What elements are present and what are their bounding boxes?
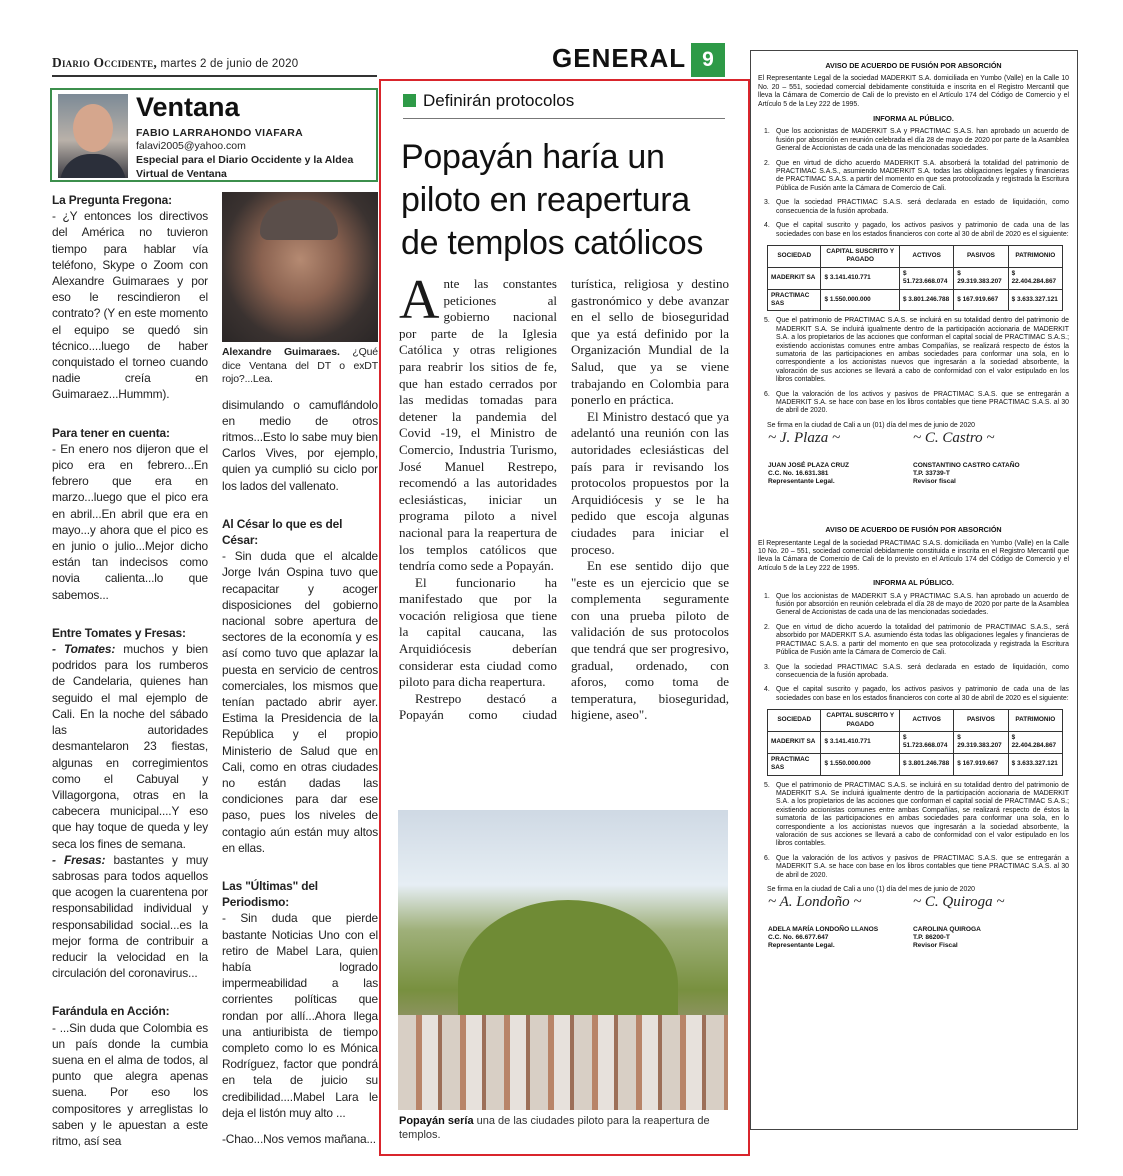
notice-signing: Se firma en la ciudad de Cali a un (01) día del mes de junio de 2020: [767, 421, 975, 429]
table-row: MADERKIT SA $ 3.141.410.771 $ 51.723.668.074 $ 29.319.383.207 $ 22.404.284.867: [768, 267, 1063, 289]
signatures: [758, 894, 1069, 958]
notice-item: 3. Que la sociedad PRACTIMAC S.A.S. será declarada en estado de liquidación, como consecuencia de la fusión aprobada.: [764, 663, 1069, 679]
subhead-ultimas: Las "Últimas" del Periodismo:: [222, 878, 318, 910]
section-title: GENERAL: [552, 43, 687, 73]
table-row: PRACTIMAC SAS $ 1.550.000.000 $ 3.801.246.788 $ 167.919.667 $ 3.633.327.121: [768, 289, 1063, 311]
table-row: PRACTIMAC SAS $ 1.550.000.000 $ 3.801.246.788 $ 167.919.667 $ 3.633.327.121: [768, 753, 1063, 775]
article-photo-caption: Popayán sería una de las ciudades piloto para la reapertura de templos.: [399, 1115, 710, 1141]
handwritten-signature: ~ A. Londoño ~: [768, 894, 862, 911]
legal-notices: [750, 50, 1078, 1130]
notice-informa: INFORMA AL PÚBLICO.: [873, 578, 954, 588]
featured-article: [379, 79, 750, 1156]
notice-item: 6. Que la valoración de los activos y pasivos de PRACTIMAC S.A.S. que se entregarán a MADERKIT S.A. se hace con base en los libros contables que tiene PRACTIMAC S.A.S. al 30 de abril de 2020.: [764, 854, 1069, 879]
notice-item: 2. Que en virtud de dicho acuerdo MADERKIT S.A. absorberá la totalidad del patrimonio de PRACTIMAC S.A.S., asumiendo MADERKIT S.A. todas las obligaciones legales y financieras de PRACTIMAC S.A.S. a partir del momento en que sea protocolizada y registrada la Escritura Pública de Fusión ante la Cámara de Comercio de Cali.: [764, 159, 1069, 192]
subhead-tomates-fresas: Entre Tomates y Fresas:: [52, 625, 186, 640]
column-credit: Especial para el Diario Occidente y la Aldea Virtual de Ventana: [136, 154, 354, 180]
paragraph: - ...Sin duda que Colombia es un país donde la cumbia suena en el alma de todos, al punto que alegra apenas suena. Por eso los compositores y arreglistas lo saben y le apuestan a este ritmo, así sea: [52, 1020, 208, 1148]
subhead-pregunta: La Pregunta Fregona:: [52, 193, 172, 207]
paragraph: - ¿Y entonces los directivos del América no tuvieron tiempo para hablar vía teléfono, Skype o Zoom con Alexandre Guimaraes y por eso le rescindieron el contrato? (Y en este momento el equipo se quedó sin técnico....luego de haber conquistado el torneo cuando nadie creía en Guimaraez...Hummm).: [52, 209, 208, 402]
notice-item: 6. Que la valoración de los activos y pasivos de PRACTIMAC S.A.S. que se entregarán a MADERKIT S.A. se hace con base en los libros contables que tiene PRACTIMAC S.A.S. al 30 de abril de 2020.: [764, 390, 1069, 415]
financial-table: SOCIEDAD CAPITAL SUSCRITO Y PAGADO ACTIVOS PASIVOS PATRIMONIO MADERKIT SA $ 3.141.410.771 $ 51.723.668.074 $ 29.319.383.207 $ 22.404.284.867 PRACTIMAC SAS $ 1.550.000.000 $ 3.801.246.788 $ 167.919.667 $ 3.633.327.121: [767, 245, 1063, 311]
paragraph: disimulando o camuflándolo en medio de otros ritmos...Esto lo sabe muy bien Carlos Vives, por ejemplo, quien ya cumplió su ciclo por los lados del vallenato.: [222, 397, 378, 493]
paragraph: Ante las constantes peticiones al gobierno nacional por parte de la Iglesia Católica y otras religiones para reabrir los sitios de fe, que han estado cerrados por las medidas tomadas para detener la pandemia del Covid -19, el Ministro de Comercio, Industria Turismo, José Manuel Restrepo, recomendó a las autoridades eclesiásticas, iniciar un programa piloto a nivel nacional para la reapertura de los templos católicos que tendría como sede a Popayán.: [399, 269, 557, 574]
notice-item: 5. Que el patrimonio de PRACTIMAC S.A.S. se incluirá en su totalidad dentro del patrimonio de MADERKIT S.A. Se incluirá igualmente dentro de la participación accionaria de MADERKIT S.A. a los propietarios de las acciones que conforman el capital social de PRACTIMAC S.A.S.; existiendo accionistas comunes entre ambas Compañías, se realizará respecto de éstos la sumatoria de las participaciones en ambas sociedades para conformar una sola, en lo correspondiente a los accionistas nuevos que ingresarán a la sociedad absorbente, la valoración de sus acciones se llevará a cabo de conformidad con el valor estipulado en los libros contables.: [764, 317, 1069, 384]
column-text-left: [52, 192, 208, 1149]
drop-cap: A: [399, 269, 440, 331]
signatures: [758, 430, 1069, 494]
notice-signing: Se firma en la ciudad de Cali a uno (1) día del mes de junio de 2020: [767, 886, 975, 894]
notice-title: AVISO DE ACUERDO DE FUSIÓN POR ABSORCIÓN: [825, 525, 1002, 535]
paragraph: - Sin duda que el alcalde Jorge Iván Ospina tuvo que recapacitar y acoger disposiciones del gobierno nacional sobre apertura de sectores de la economía y es así como tuvo que aplazar la puesta en servicio de centros comerciales, los mismos que tenían pactado abrir ayer. Estima la Presidencia de la República y el propio Ministerio de Salud que en Cali, como en otras ciudades no están dadas las condiciones para dar ese paso, pues los niveles de contagio aún están muy altos en ellas.: [222, 549, 378, 855]
newspaper-name: Diario Occidente, martes 2 de junio de 2020: [52, 55, 299, 70]
article-headline: Popayán haría un piloto en reapertura de templos católicos: [401, 138, 704, 262]
signature-legal-rep: ~ J. Plaza ~ JUAN JOSÉ PLAZA CRUZ C.C. No. 16.631.381 Representante Legal.: [768, 430, 850, 486]
kicker-rule: [403, 118, 725, 119]
kicker-square-icon: [403, 94, 416, 107]
paragraph: - Sin duda que pierde bastante Noticias Uno con el retiro de Mabel Lara, quien había logrado impermeabilidad a las corrientes políticas que rondan por allí...Ahora llega una antiuribista de tiempo completo como lo es Mónica Rodríguez, factor que pondrá en tela de juicio su credibilidad....Mabel Lara le deja el listón muy alto ...: [222, 911, 378, 1120]
paragraph: El Ministro destacó que ya adelantó una reunión con las autoridades eclesiásticas del país para ir revisando los protocolos propuestos por la Arquidiócesis y se le ha pedido que escoja algunas ciudades para iniciar el proceso.: [571, 408, 729, 557]
signature-fiscal: ~ C. Castro ~ CONSTANTINO CASTRO CATAÑO T.P. 33739-T Revisor fiscal: [913, 430, 1020, 486]
author-email: falavi2005@yahoo.com: [136, 140, 246, 152]
subhead-farandula: Farándula en Acción:: [52, 1004, 170, 1019]
notice-item: 4. Que el capital suscrito y pagado, los activos pasivos y patrimonio de cada una de las sociedades con base en los estados financieros con corte al 30 de abril de 2020 es el siguiente:: [764, 686, 1069, 702]
guimaraes-photo: [222, 192, 378, 342]
notice-title: AVISO DE ACUERDO DE FUSIÓN POR ABSORCIÓN: [825, 61, 1002, 70]
table-row: MADERKIT SA $ 3.141.410.771 $ 51.723.668.074 $ 29.319.383.207 $ 22.404.284.867: [768, 731, 1063, 753]
notice-item: 3. Que la sociedad PRACTIMAC S.A.S. será declarada en estado de liquidación, como consecuencia de la fusión aprobada.: [764, 199, 1069, 215]
notice-item: 5. Que el patrimonio de PRACTIMAC S.A.S. se incluirá en su totalidad dentro del patrimonio de MADERKIT S.A. Se incluirá igualmente dentro de la participación accionaria de MADERKIT S.A. a los propietarios de las acciones que conforman el capital social de PRACTIMAC S.A.S.; existiendo accionistas comunes entre ambas Compañías, se realizará respecto de éstos la sumatoria de las participaciones en ambas sociedades para conformar una sola, en lo correspondiente a los accionistas nuevos que ingresarán a la sociedad absorbente, la valoración de sus acciones se llevará a cabo de conformidad con el valor estipulado en los libros contables.: [764, 781, 1069, 848]
column-text-right: [222, 192, 378, 1147]
column-header: [50, 88, 378, 182]
financial-table: SOCIEDAD CAPITAL SUSCRITO Y PAGADO ACTIVOS PASIVOS PATRIMONIO MADERKIT SA $ 3.141.410.771 $ 51.723.668.074 $ 29.319.383.207 $ 22.404.284.867 PRACTIMAC SAS $ 1.550.000.000 $ 3.801.246.788 $ 167.919.667 $ 3.633.327.121: [767, 709, 1063, 775]
page-number: 9: [691, 43, 725, 77]
notice-informa: INFORMA AL PÚBLICO.: [873, 114, 954, 124]
paragraph: El funcionario ha manifestado que por la vocación religiosa que tiene la capital caucana, las Arquidiócesis deberían considerar esta ciudad como piloto para dicha reapertura.: [399, 574, 557, 690]
tomates-label: - Tomates:: [52, 642, 116, 657]
column-title: Ventana: [136, 92, 240, 122]
notice-item: 1. Que los accionistas de MADERKIT S.A y PRACTIMAC S.A.S. han aprobado un acuerdo de fusión por absorción en reunión celebrada el día 28 de mayo de 2020 por parte de la Asamblea General de Accionistas de cada una de las mencionadas sociedades.: [764, 592, 1069, 617]
article-kicker: Definirán protocolos: [403, 91, 574, 111]
column-author: FABIO LARRAHONDO VIAFARA: [136, 127, 304, 139]
issue-date: martes 2 de junio de 2020: [156, 58, 299, 70]
paragraph: - Fresas: bastantes y muy sabrosas para todos aquellos que acogen la cuarentena por responsabilidad individual y responsabilidad social...es la mejor forma de contribuir a reducir la velocidad en la circulación del coronavirus...: [52, 852, 209, 981]
masthead-rule: [52, 75, 377, 77]
paragraph: - En enero nos dijeron que el pico era en febrero...En febrero que era en marzo...luego que el pico era en abril...En abril que era en mayo...y ahora que el pico es en junio o julio...Mejor dicho están tan indecisos como novia calienta...lo que sabemos...: [52, 441, 208, 602]
signature-fiscal: ~ C. Quiroga ~ CAROLINA QUIROGA T.P. 86200-T Revisor Fiscal: [913, 894, 1005, 950]
masthead: [52, 43, 725, 75]
article-body: [399, 269, 729, 776]
notice-item: 4. Que el capital suscrito y pagado, los activos pasivos y patrimonio de cada una de las sociedades con base en los estados financieros con corte al 30 de abril de 2020 es el siguiente:: [764, 222, 1069, 238]
photo-caption: Alexandre Guimaraes. ¿Qué dice Ventana del DT o exDT rojo?...Lea.: [222, 346, 378, 385]
notice-intro: El Representante Legal de la sociedad MADERKIT S.A. domiciliada en Yumbo (Valle) en la Calle 10 No. 20 – 551, sociedad comercial debidamente constituida e inscrita en el Registro Mercantil que lleva la Cámara de Comercio de Cali de lo previsto en el Artículo 174 del Código de Comercio y el Artículo 5 de la Ley 222 de 1995.: [758, 75, 1069, 108]
sign-off: -Chao...Nos vemos mañana...: [222, 1132, 376, 1147]
subhead-tener-en-cuenta: Para tener en cuenta:: [52, 425, 170, 440]
fresas-label: - Fresas:: [52, 852, 106, 867]
notice-intro: El Representante Legal de la sociedad PRACTIMAC S.A.S. domiciliada en Yumbo (Valle) en la Calle 10 No. 20 – 551, sociedad comercial debidamente constituida e inscrita en el Registro Mercantil que lleva la Cámara de Comercio de Cali de lo previsto en el Artículo 174 del Código de Comercio y el Artículo 5 de la Ley 222 de 1995.: [758, 539, 1069, 572]
author-photo: [58, 94, 128, 178]
subhead-cesar: Al César lo que es del César:: [222, 516, 343, 547]
notice-item: 1. Que los accionistas de MADERKIT S.A y PRACTIMAC S.A.S. han aprobado un acuerdo de fusión por absorción en reunión celebrada el día 28 de mayo de 2020 por parte de la Asamblea General de Accionistas de cada una de las mencionadas sociedades.: [764, 128, 1069, 153]
paragraph: En ese sentido dijo que "este es un ejercicio que se complementa seguramente con una prueba piloto de validación de sus protocolos que tendrá que ser progresivo, gradual, ordenado, con aforos, como toma de temperatura, bioseguridad, higiene, aseo".: [571, 558, 729, 723]
handwritten-signature: ~ J. Plaza ~: [768, 430, 841, 447]
paragraph: - Tomates: muchos y bien podridos para los rumberos de Candelaria, quienes han seguido el mal ejemplo de Cali. En la noche del sábado las autoridades desmantelaron 23 fiestas, algunas en corregimientos como el Cabuyal y Villagorgona, otras en la cabecera municipal....Y eso que hay toque de queda y ley seca los fines de semana.: [52, 642, 208, 851]
signature-legal-rep: ~ A. Londoño ~ ADELA MARÍA LONDOÑO LLANOS C.C. No. 66.677.647 Representante Legal.: [768, 894, 879, 950]
notice-item: 2. Que en virtud de dicho acuerdo la totalidad del patrimonio de PRACTIMAC S.A.S., será absorbido por MADERKIT S.A. asumiendo ésta todas las obligaciones legales y financieras de PRACTIMAC S.A.S. a partir del momento en que sea protocolizada y registrada la Escritura Pública de Fusión ante la Cámara de Comercio de Cali.: [764, 623, 1069, 657]
handwritten-signature: ~ C. Castro ~: [913, 430, 995, 447]
handwritten-signature: ~ C. Quiroga ~: [913, 894, 1005, 911]
popayan-photo: [398, 810, 728, 1110]
paragraph: Restrepo destacó a Popayán como ciudad turística, religiosa y destino gastronómico y debe avanzar en el sello de bioseguridad que ya está definido por la Organización Mundial de la Salud, que ya se viene trabajando en Colombia para ponerlo en práctica.: [399, 276, 729, 723]
